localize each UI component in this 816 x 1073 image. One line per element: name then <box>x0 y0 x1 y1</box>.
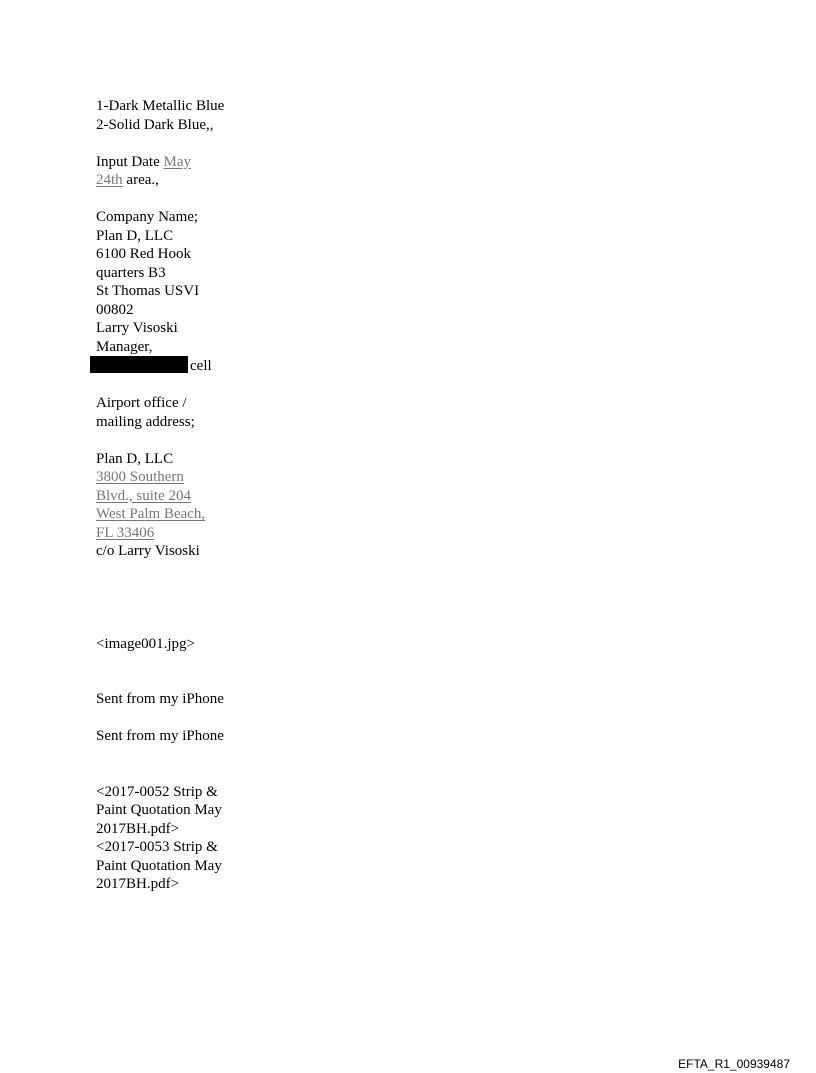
redaction-block <box>90 356 188 373</box>
spacer <box>96 376 256 395</box>
company-address-2: quarters B3 <box>96 264 166 281</box>
input-date-suffix: area., <box>122 172 159 188</box>
airport-address-link-1[interactable]: 3800 Southern <box>96 469 184 485</box>
airport-care-of: c/o Larry Visoski <box>96 543 200 559</box>
attachment-line: <2017-0053 Strip & <box>96 839 218 855</box>
attachment-line: 2017BH.pdf> <box>96 876 180 892</box>
company-address-1: 6100 Red Hook <box>96 246 191 262</box>
image-attachment-placeholder: <image001.jpg> <box>96 635 195 652</box>
attachment-line: 2017BH.pdf> <box>96 820 180 837</box>
airport-office-heading-2: mailing address; <box>96 413 195 430</box>
attachment-line: Paint Quotation May <box>96 857 222 874</box>
spacer <box>96 709 256 728</box>
airport-address-link-4[interactable]: FL 33406 <box>96 524 155 541</box>
spacer <box>96 653 256 690</box>
input-date-link-continued[interactable]: 24th <box>96 172 123 188</box>
phone-label: cell <box>190 358 212 374</box>
airport-address-link-3[interactable]: West Palm Beach, <box>96 506 206 522</box>
airport-office-name: Plan D, LLC <box>96 450 174 467</box>
input-date-prefix: Input Date <box>96 153 164 170</box>
document-id-footer: EFTA_R1_00939487 <box>678 1057 790 1071</box>
airport-address-line-2 <box>96 487 256 506</box>
company-heading: Company Name; <box>96 209 199 225</box>
company-phone-line <box>96 356 256 376</box>
sent-from-signature-2: Sent from my iPhone <box>96 728 224 744</box>
airport-address-line-3 <box>96 505 256 524</box>
spacer <box>96 134 256 153</box>
spacer <box>96 746 256 783</box>
spacer <box>96 431 256 450</box>
input-date-link[interactable]: May <box>163 153 191 170</box>
company-contact-title: Manager, <box>96 338 153 355</box>
airport-office-heading-1: Airport office / <box>96 395 187 411</box>
airport-address-line-4 <box>96 524 256 543</box>
attachment-line: <2017-0052 Strip & <box>96 783 218 800</box>
color-option-2: 2-Solid Dark Blue,, <box>96 116 214 133</box>
input-date-line-1 <box>96 153 256 172</box>
airport-address-line-1 <box>96 468 256 487</box>
color-option-1: 1-Dark Metallic Blue <box>96 98 225 114</box>
airport-address-link-2[interactable]: Blvd., suite 204 <box>96 487 192 504</box>
company-name: Plan D, LLC <box>96 227 174 244</box>
spacer <box>96 561 256 635</box>
company-zip: 00802 <box>96 301 134 318</box>
spacer <box>96 190 256 209</box>
email-body <box>96 97 256 894</box>
attachment-line: Paint Quotation May <box>96 802 222 818</box>
sent-from-signature-1: Sent from my iPhone <box>96 691 224 707</box>
company-city: St Thomas USVI <box>96 283 200 299</box>
input-date-line-2 <box>96 171 256 190</box>
company-contact: Larry Visoski <box>96 320 178 336</box>
